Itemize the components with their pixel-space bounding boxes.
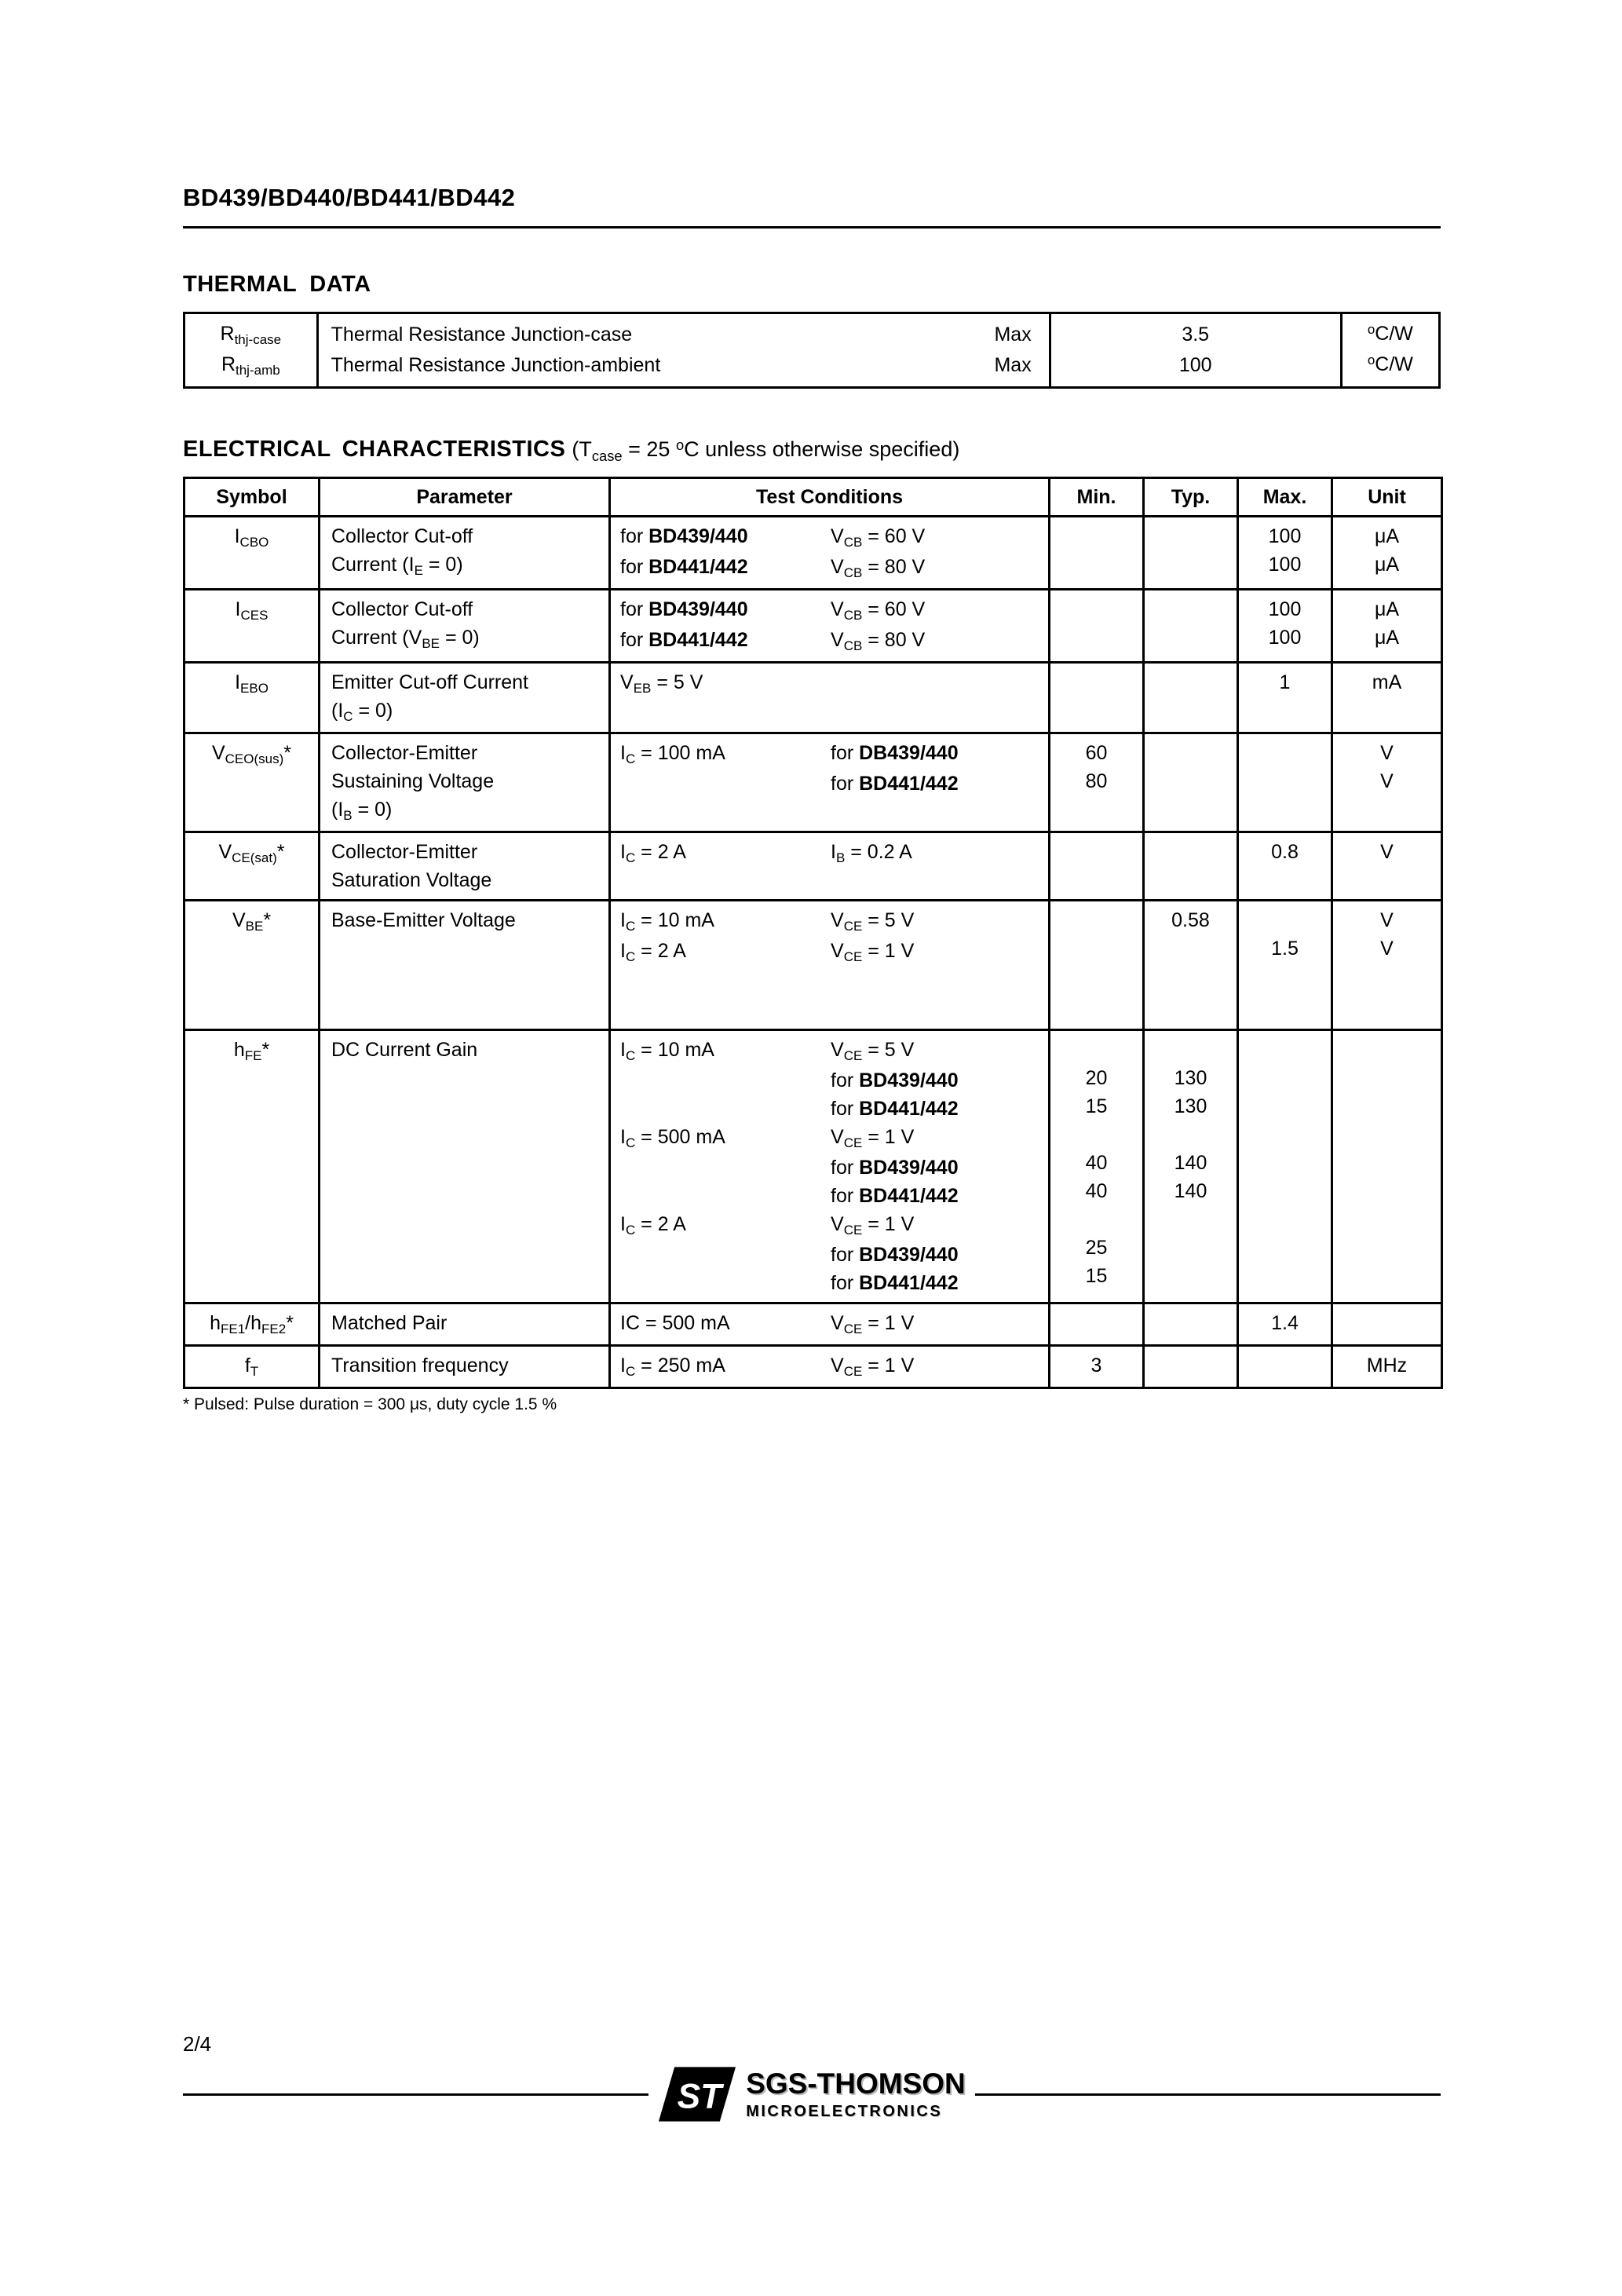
typ-value: 130	[1174, 1067, 1207, 1089]
parameter-cell	[320, 517, 610, 590]
test-left: $I_C = 500$ mA	[620, 1126, 725, 1151]
test-left: $I_C = 10$ mA	[620, 1039, 714, 1064]
min-cell	[1050, 1030, 1144, 1303]
max-value: 100	[1268, 554, 1302, 576]
symbol-cell	[184, 590, 320, 663]
min-value: 15	[1085, 1265, 1108, 1287]
test-conditions-cell	[610, 1346, 1050, 1388]
table-row-vce-sat	[184, 832, 1442, 901]
table-header-row	[184, 478, 1442, 517]
test-left	[620, 1182, 831, 1210]
thermal-unit-cell: $^o$C/W	[1367, 322, 1413, 345]
min-value	[1050, 1205, 1142, 1234]
col-header-unit: Unit	[1332, 478, 1442, 517]
test-left: for BD441/442	[620, 629, 748, 651]
test-right: $V_{CB} = 60$ V	[831, 525, 926, 550]
thermal-value-cell: 3.5	[1050, 313, 1341, 351]
min-value	[1050, 1121, 1142, 1149]
thermal-data-section	[183, 272, 1441, 389]
unit-cell	[1332, 517, 1442, 590]
test-left: for BD441/442	[620, 556, 748, 578]
max-cell	[1238, 901, 1332, 1030]
pulsed-footnote: * Pulsed: Pulse duration = 300 μs, duty cycle 1.5 %	[183, 1395, 557, 1413]
min-cell	[1050, 517, 1144, 590]
test-condition-line	[620, 668, 1043, 699]
thermal-unit-cell: $^o$C/W	[1367, 353, 1413, 375]
parameter-cell	[320, 901, 610, 1030]
min-value: 40	[1085, 1180, 1108, 1202]
test-condition-line	[620, 1066, 1043, 1095]
test-left	[620, 1095, 831, 1123]
table-row	[184, 350, 1440, 388]
unit-cell	[1332, 663, 1442, 733]
max-value: 1.5	[1271, 938, 1299, 960]
parameter-line: Current $(V_{BE} = 0)$	[331, 627, 480, 652]
min-value: 15	[1085, 1095, 1108, 1117]
test-right: $V_{CE} = 1$ V	[831, 1126, 915, 1151]
symbol-cell	[184, 517, 320, 590]
parameter-line: Base-Emitter Voltage	[331, 909, 516, 931]
test-right: for BD441/442	[831, 1098, 959, 1120]
thermal-data-heading: THERMAL DATA	[183, 272, 371, 297]
test-left: $I_C = 2$ A	[620, 1213, 686, 1238]
col-header-min: Min.	[1050, 478, 1144, 517]
sgs-thomson-logo	[648, 2066, 975, 2122]
test-left: $I_C = 2$ A	[620, 940, 686, 965]
brand-subtitle: MICROELECTRONICS	[746, 2103, 943, 2120]
test-condition-line	[620, 1123, 1043, 1153]
symbol-text: $I_{EBO}$	[235, 671, 269, 696]
parameter-line: Sustaining Voltage	[331, 770, 495, 792]
symbol-text: $V_{BE}*$	[232, 909, 272, 934]
min-cell	[1050, 832, 1144, 901]
test-condition-line	[620, 1210, 1043, 1241]
test-right: $V_{CB} = 80$ V	[831, 629, 926, 654]
parameter-cell	[320, 832, 610, 901]
thermal-max-label-cell: Max	[887, 313, 1050, 351]
thermal-max-label-cell: Max	[887, 350, 1050, 388]
test-condition-line	[620, 1241, 1043, 1269]
min-value: 25	[1085, 1237, 1108, 1259]
st-logo-icon	[658, 2066, 736, 2122]
typ-cell	[1144, 517, 1238, 590]
min-cell	[1050, 1346, 1144, 1388]
max-value: 1	[1279, 671, 1291, 693]
min-cell	[1050, 1303, 1144, 1346]
typ-value	[1145, 1036, 1237, 1064]
test-condition-line	[620, 739, 1043, 770]
unit-cell	[1332, 1346, 1442, 1388]
min-value: 60	[1085, 742, 1108, 764]
test-condition-line	[620, 1182, 1043, 1210]
max-value: 0.8	[1271, 841, 1299, 863]
spacer-line	[1239, 906, 1331, 934]
test-right	[831, 668, 1043, 699]
max-value: 1.4	[1271, 1312, 1299, 1334]
test-condition-line	[620, 1309, 1043, 1340]
symbol-cell	[184, 901, 320, 1030]
footer-rule-left	[183, 2093, 648, 2096]
col-header-test-conditions: Test Conditions	[610, 478, 1050, 517]
page-number: 2/4	[183, 2032, 212, 2056]
symbol-cell	[184, 1346, 320, 1388]
test-left	[620, 1153, 831, 1182]
electrical-characteristics-table	[183, 477, 1443, 1389]
test-right: $V_{CE} = 5$ V	[831, 909, 915, 934]
max-cell	[1238, 733, 1332, 832]
test-conditions-cell	[610, 901, 1050, 1030]
symbol-text: $V_{CEO(sus)}*$	[211, 742, 292, 767]
col-header-parameter: Parameter	[320, 478, 610, 517]
test-conditions-cell	[610, 1303, 1050, 1346]
test-left: $I_C = 10$ mA	[620, 909, 714, 934]
test-right: for BD439/440	[831, 1157, 959, 1179]
col-header-typ: Typ.	[1144, 478, 1238, 517]
test-right: $V_{CE} = 1$ V	[831, 1312, 915, 1337]
min-value: 20	[1085, 1067, 1108, 1089]
brand-name: SGS-THOMSON	[746, 2067, 966, 2100]
electrical-characteristics-heading	[183, 437, 1441, 462]
unit-cell	[1332, 733, 1442, 832]
symbol-cell	[184, 663, 320, 733]
col-header-max: Max.	[1238, 478, 1332, 517]
test-condition-line	[620, 937, 1043, 967]
thermal-symbol-cell: $R_{thj-amb}$	[184, 350, 318, 388]
unit-value: V	[1380, 770, 1394, 792]
parameter-line: Collector-Emitter	[331, 841, 478, 863]
test-condition-line	[620, 626, 1043, 656]
parameter-cell	[320, 1303, 610, 1346]
min-cell	[1050, 663, 1144, 733]
test-right: $V_{CE} = 5$ V	[831, 1039, 915, 1064]
test-conditions-cell	[610, 663, 1050, 733]
parameter-line: DC Current Gain	[331, 1039, 478, 1061]
unit-value: V	[1380, 841, 1394, 863]
test-right: $V_{CB} = 80$ V	[831, 556, 926, 581]
test-left: $I_C = 2$ A	[620, 841, 686, 866]
unit-cell	[1332, 1030, 1442, 1303]
max-cell	[1238, 663, 1332, 733]
max-cell	[1238, 1030, 1332, 1303]
unit-value: μA	[1374, 627, 1400, 649]
page-footer	[183, 2032, 1441, 2122]
typ-value: 140	[1174, 1180, 1207, 1202]
table-row-hfe	[184, 1030, 1442, 1303]
test-right: for BD439/440	[831, 1069, 959, 1091]
test-right: $I_B = 0.2$ A	[831, 841, 912, 866]
col-header-symbol: Symbol	[184, 478, 320, 517]
parameter-line: Current $(I_E = 0)$	[331, 554, 463, 579]
symbol-cell	[184, 1030, 320, 1303]
symbol-text: $h_{FE}*$	[233, 1039, 270, 1064]
test-condition-line	[620, 838, 1043, 868]
test-right: for BD441/442	[831, 773, 959, 795]
min-value	[1050, 1036, 1142, 1064]
thermal-parameter-cell: Thermal Resistance Junction-ambient	[331, 354, 661, 376]
unit-value: V	[1380, 938, 1394, 960]
symbol-text: $f_T$	[244, 1355, 259, 1380]
table-row	[184, 313, 1440, 351]
title-divider	[183, 226, 1441, 229]
test-condition-line	[620, 1036, 1043, 1066]
unit-cell	[1332, 832, 1442, 901]
typ-cell	[1144, 1346, 1238, 1388]
footer-rule-right	[975, 2093, 1441, 2096]
parameter-line: $(I_B = 0)$	[331, 799, 393, 824]
typ-value	[1145, 1121, 1237, 1149]
max-cell	[1238, 832, 1332, 901]
unit-value: μA	[1374, 598, 1400, 620]
symbol-text: $h_{FE1}/h_{FE2}*$	[210, 1312, 294, 1337]
typ-cell	[1144, 733, 1238, 832]
thermal-symbol-cell: $R_{thj-case}$	[184, 313, 318, 351]
test-right: for BD441/442	[831, 1185, 959, 1207]
test-condition-line	[620, 1153, 1043, 1182]
symbol-text: $I_{CBO}$	[234, 525, 269, 550]
symbol-cell	[184, 733, 320, 832]
max-cell	[1238, 1346, 1332, 1388]
table-row-ft	[184, 1346, 1442, 1388]
min-cell	[1050, 590, 1144, 663]
parameter-line: Saturation Voltage	[331, 869, 492, 891]
test-right: for BD439/440	[831, 1244, 959, 1266]
parameter-cell	[320, 590, 610, 663]
unit-value: mA	[1372, 671, 1402, 693]
test-condition-line	[620, 1095, 1043, 1123]
test-left	[620, 1269, 831, 1297]
parameter-cell	[320, 1346, 610, 1388]
test-condition-line	[620, 1269, 1043, 1297]
parameter-cell	[320, 733, 610, 832]
test-left: $V_{EB} = 5$ V	[620, 671, 703, 696]
min-cell	[1050, 901, 1144, 1030]
unit-value: MHz	[1366, 1355, 1408, 1377]
page-title: BD439/BD440/BD441/BD442	[183, 184, 516, 211]
parameter-line: Emitter Cut-off Current	[331, 671, 529, 693]
max-cell	[1238, 1303, 1332, 1346]
symbol-text: $I_{CES}$	[235, 598, 269, 623]
typ-value: 130	[1174, 1095, 1207, 1117]
unit-cell	[1332, 901, 1442, 1030]
max-value: 100	[1268, 598, 1302, 620]
electrical-characteristics-section	[183, 437, 1441, 1414]
typ-cell	[1144, 663, 1238, 733]
typ-cell	[1144, 590, 1238, 663]
parameter-line: Collector-Emitter	[331, 742, 478, 764]
st-logo-letters: ST	[677, 2077, 722, 2116]
thermal-parameter-cell: Thermal Resistance Junction-case	[331, 324, 633, 345]
unit-value: V	[1380, 742, 1394, 764]
test-left: $I_C = 100$ mA	[620, 742, 725, 767]
test-left	[620, 1066, 831, 1095]
parameter-cell	[320, 1030, 610, 1303]
test-right: for DB439/440	[831, 742, 959, 764]
min-cell	[1050, 733, 1144, 832]
heading-bold: ELECTRICAL CHARACTERISTICS	[183, 437, 566, 462]
test-condition-line	[620, 522, 1043, 553]
table-row-icbo	[184, 517, 1442, 590]
test-right: $V_{CE} = 1$ V	[831, 940, 915, 965]
parameter-line: $(I_C = 0)$	[331, 700, 393, 725]
test-condition-line	[620, 770, 1043, 798]
test-left	[620, 1241, 831, 1269]
test-conditions-cell	[610, 733, 1050, 832]
test-right: for BD441/442	[831, 1272, 959, 1294]
table-row-hfe-matched-pair	[184, 1303, 1442, 1346]
test-conditions-cell	[610, 590, 1050, 663]
symbol-cell	[184, 832, 320, 901]
thermal-data-table	[183, 312, 1441, 389]
typ-cell	[1144, 901, 1238, 1030]
min-value: 3	[1090, 1355, 1102, 1377]
test-conditions-cell	[610, 832, 1050, 901]
logo-text	[746, 2069, 966, 2119]
test-left: for BD439/440	[620, 598, 748, 620]
typ-value: 140	[1174, 1152, 1207, 1174]
unit-cell	[1332, 590, 1442, 663]
test-condition-line	[620, 595, 1043, 626]
test-condition-line	[620, 1351, 1043, 1382]
parameter-line: Matched Pair	[331, 1312, 448, 1334]
parameter-cell	[320, 663, 610, 733]
footer-rule-row	[183, 2066, 1441, 2122]
test-left: IC = 500 mA	[620, 1312, 730, 1334]
table-row-vbe	[184, 901, 1442, 1030]
parameter-line: Transition frequency	[331, 1355, 509, 1377]
unit-cell	[1332, 1303, 1442, 1346]
parameter-line: Collector Cut-off	[331, 525, 473, 547]
test-conditions-cell	[610, 1030, 1050, 1303]
table-row-iebo	[184, 663, 1442, 733]
test-condition-line	[620, 553, 1043, 583]
heading-condition-note: ($T_{case} = 25$ $^o$C unless otherwise specified)	[572, 436, 960, 464]
min-value: 80	[1085, 770, 1108, 792]
test-condition-line	[620, 906, 1043, 937]
min-value: 40	[1085, 1152, 1108, 1174]
test-left	[620, 770, 831, 798]
test-left: $I_C = 250$ mA	[620, 1355, 725, 1380]
typ-cell	[1144, 1303, 1238, 1346]
parameter-line: Collector Cut-off	[331, 598, 473, 620]
unit-value: μA	[1374, 554, 1400, 576]
symbol-cell	[184, 1303, 320, 1346]
test-right: $V_{CE} = 1$ V	[831, 1355, 915, 1380]
test-right: $V_{CB} = 60$ V	[831, 598, 926, 623]
symbol-text: $V_{CE(sat)}*$	[218, 841, 285, 866]
max-value: 100	[1268, 525, 1302, 547]
table-row-ices	[184, 590, 1442, 663]
typ-cell	[1144, 1030, 1238, 1303]
test-conditions-cell	[610, 517, 1050, 590]
test-left: for BD439/440	[620, 525, 748, 547]
thermal-value-cell: 100	[1050, 350, 1341, 388]
max-cell	[1238, 590, 1332, 663]
typ-cell	[1144, 832, 1238, 901]
max-cell	[1238, 517, 1332, 590]
test-right: $V_{CE} = 1$ V	[831, 1213, 915, 1238]
unit-value: μA	[1374, 525, 1400, 547]
max-value: 100	[1268, 627, 1302, 649]
typ-value: 0.58	[1171, 909, 1210, 931]
unit-value: V	[1380, 909, 1394, 931]
table-row-vceo-sus	[184, 733, 1442, 832]
